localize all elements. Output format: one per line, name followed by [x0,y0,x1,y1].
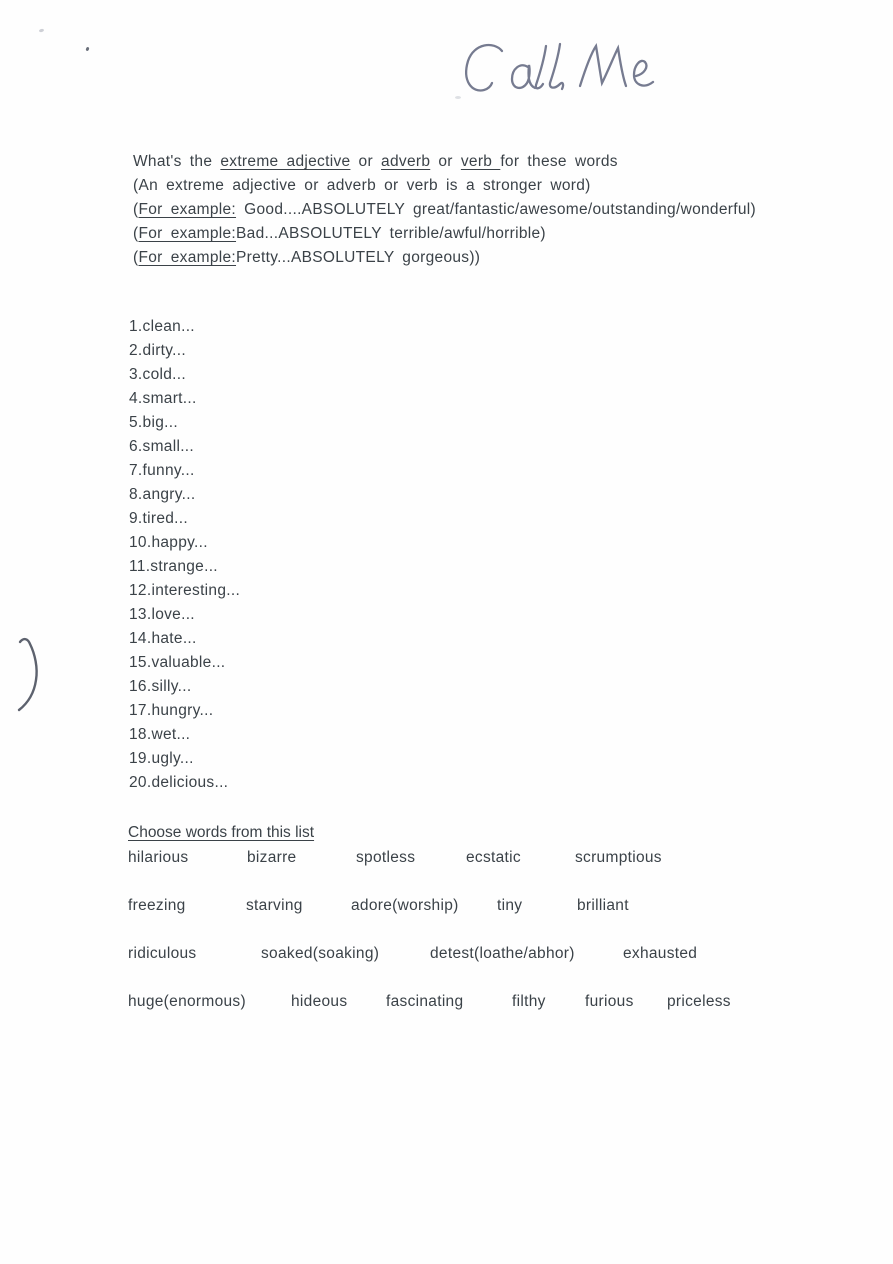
paren: ( [133,249,139,266]
pen-stroke-mark [14,632,48,716]
word-bank-word: soaked(soaking) [261,945,380,962]
word-bank-word: bizarre [247,849,297,866]
word-bank-word: ecstatic [466,849,521,866]
list-item: 3.cold... [129,366,186,383]
list-item: 7.funny... [129,462,195,479]
word-bank-word: hideous [291,993,348,1010]
example-label: For example: [138,249,237,266]
list-item: 1.clean... [129,318,195,335]
list-item: 18.wet... [129,726,191,743]
list-item: 9.tired... [129,510,188,527]
word-bank-heading: Choose words from this list [128,824,315,841]
prompt-text: or [430,153,461,170]
word-bank-word: starving [246,897,303,914]
scan-speck [85,47,89,52]
handwritten-letter-a [512,65,535,88]
handwritten-letter-C [466,45,502,90]
list-item: 17.hungry... [129,702,214,719]
word-bank-word: detest(loathe/abhor) [430,945,575,962]
word-bank-word: freezing [128,897,186,914]
word-bank-word: hilarious [128,849,189,866]
word-bank-word: brilliant [577,897,629,914]
scan-speck [455,96,461,99]
list-item: 19.ugly... [129,750,194,767]
word-bank-row [128,942,808,966]
example-text: Bad...ABSOLUTELY terrible/awful/horrible) [236,225,546,242]
word-bank-word: exhausted [623,945,698,962]
prompt-underlined-extreme-adjective: extreme adjective [220,153,351,170]
example-text: Good....ABSOLUTELY great/fantastic/awesome/outstanding/wonderful) [236,201,756,218]
list-item: 13.love... [129,606,195,623]
example-line-3 [133,246,756,270]
word-bank-word: scrumptious [575,849,662,866]
word-bank-word: spotless [356,849,416,866]
handwritten-letter-l1 [536,46,546,88]
list-item: 20.delicious... [129,774,229,791]
prompt-underlined-verb: verb [460,153,501,170]
instructions-block [133,150,756,270]
word-bank-row [128,990,808,1014]
word-bank-word: furious [585,993,634,1010]
list-item: 12.interesting... [129,582,241,599]
list-item: 8.angry... [129,486,196,503]
pen-stroke-path [19,639,37,710]
prompt-text: or [350,153,382,170]
paren: ( [133,225,139,242]
example-text: Pretty...ABSOLUTELY gorgeous)) [236,249,481,266]
paren: ( [133,201,139,218]
list-item: 2.dirty... [129,342,186,359]
handwritten-title [458,38,673,100]
list-item: 4.smart... [129,390,197,407]
handwritten-letter-M [580,46,626,86]
handwritten-letter-e [634,61,653,86]
example-label: For example: [138,201,237,218]
prompt-underlined-adverb: adverb [381,153,431,170]
definition-line: (An extreme adjective or adverb or verb is a stronger word) [133,177,591,194]
list-item: 6.small... [129,438,195,455]
list-item: 15.valuable... [129,654,226,671]
example-label: For example: [138,225,237,242]
list-item: 11.strange... [129,558,218,575]
word-bank-word: tiny [497,897,523,914]
word-bank-word: priceless [667,993,731,1010]
prompt-text: for these words [500,153,618,170]
list-item: 5.big... [129,414,178,431]
word-bank-word: huge(enormous) [128,993,246,1010]
prompt-line [133,150,756,174]
word-bank-word: adore(worship) [351,897,459,914]
word-bank-row [128,894,808,918]
example-line-2 [133,222,756,246]
prompt-text: What's the [133,153,221,170]
word-bank-word: filthy [512,993,546,1010]
numbered-word-list [129,315,240,795]
list-item: 16.silly... [129,678,192,695]
list-item: 14.hate... [129,630,197,647]
word-bank-word: fascinating [386,993,464,1010]
scan-speck [39,28,45,32]
word-bank-row [128,846,808,870]
example-line-1 [133,198,756,222]
word-bank-word: ridiculous [128,945,197,962]
handwritten-letter-l2 [550,44,563,89]
list-item: 10.happy... [129,534,208,551]
